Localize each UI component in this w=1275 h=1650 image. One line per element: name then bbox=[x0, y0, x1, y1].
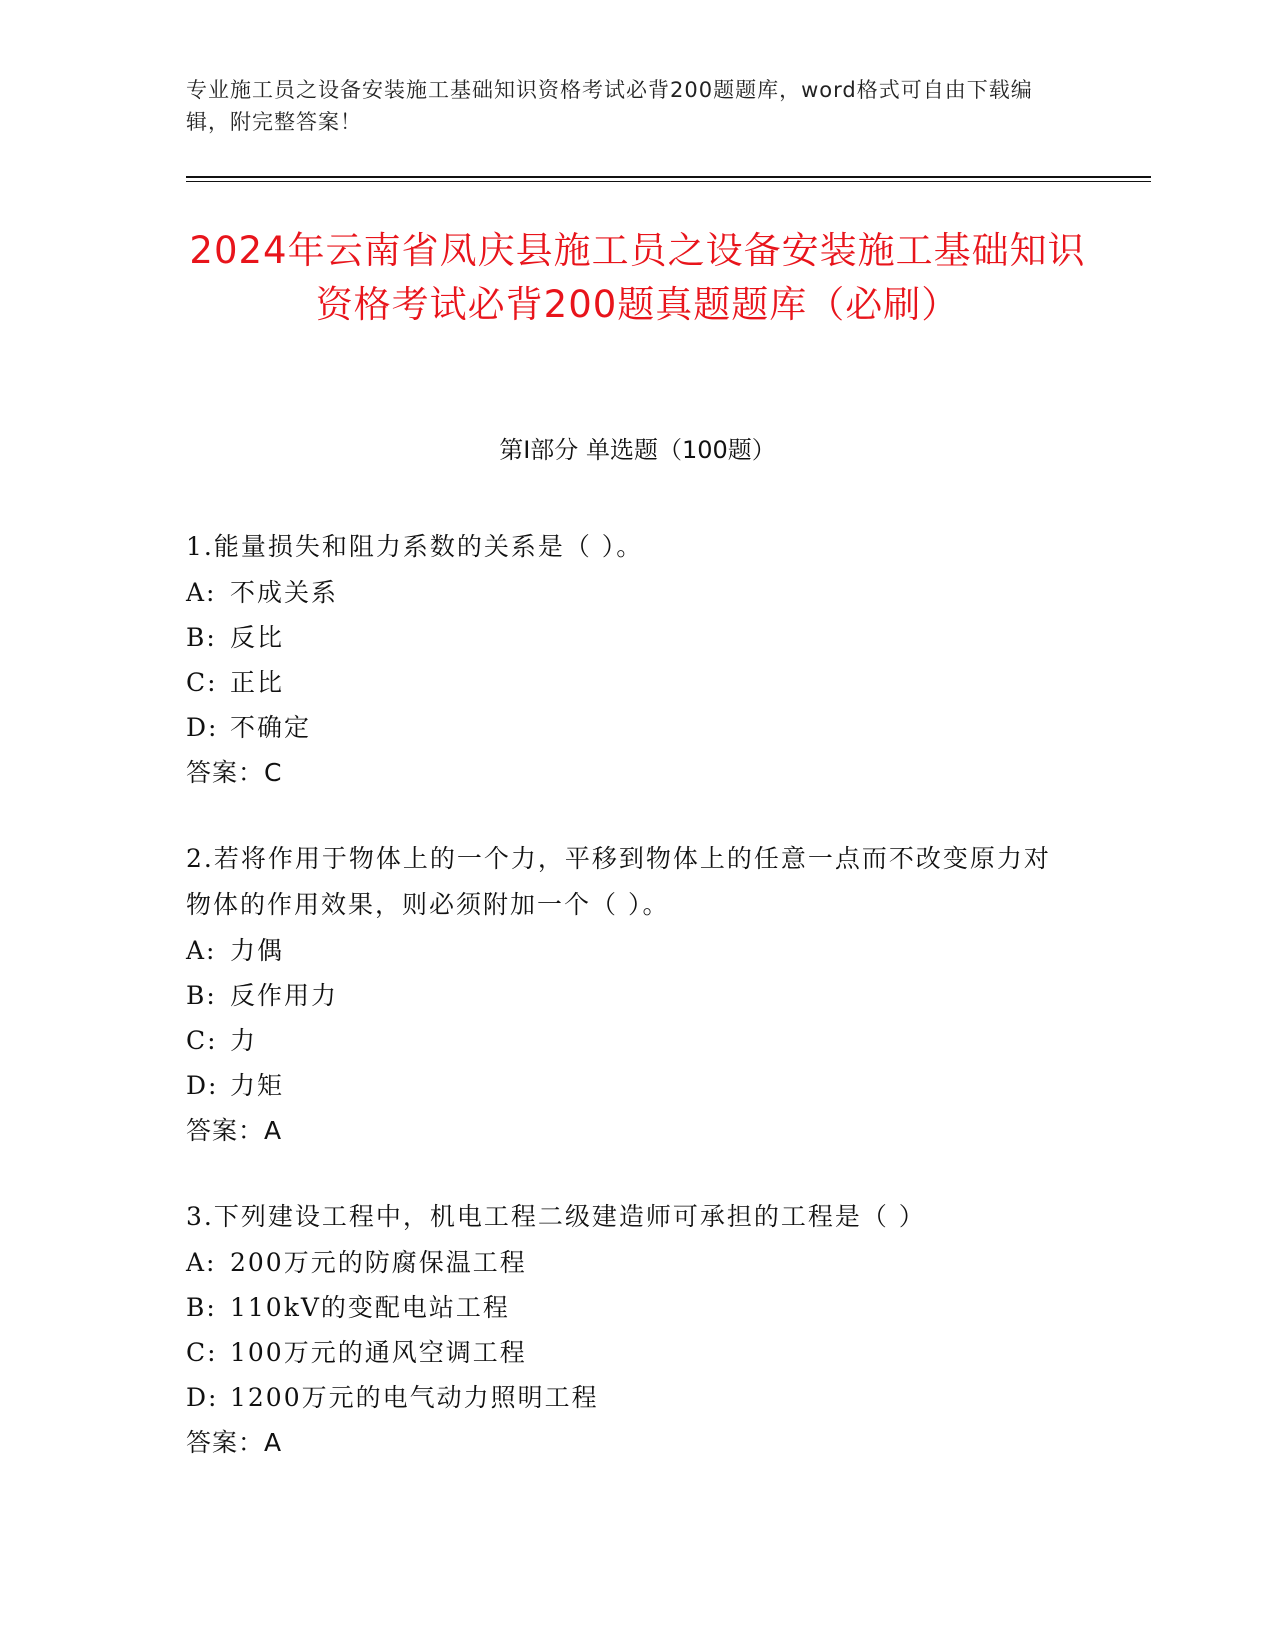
document-title: 2024年云南省凤庆县施工员之设备安装施工基础知识资格考试必背200题真题题库（必刷） bbox=[189, 229, 1086, 326]
option-letter: B: bbox=[186, 981, 217, 1010]
option-letter: D: bbox=[186, 1071, 219, 1100]
header-rule-thin bbox=[186, 181, 1151, 182]
option-letter: D: bbox=[186, 1383, 219, 1412]
option-text: 力 bbox=[230, 1026, 258, 1055]
question-3 bbox=[186, 1194, 1076, 1466]
option-c bbox=[186, 1018, 1076, 1063]
option-letter: B: bbox=[186, 1293, 217, 1322]
option-text: 110kV的变配电站工程 bbox=[230, 1293, 510, 1322]
question-stem: 1.能量损失和阻力系数的关系是（ ）。 bbox=[186, 532, 644, 561]
option-text: 正比 bbox=[230, 668, 285, 697]
option-text: 反比 bbox=[230, 623, 285, 652]
header-note: 专业施工员之设备安装施工基础知识资格考试必背200题题库，word格式可自由下载编辑，附完整答案！ bbox=[186, 78, 1033, 134]
question-2 bbox=[186, 836, 1076, 1154]
option-letter: D: bbox=[186, 713, 219, 742]
option-letter: C: bbox=[186, 1026, 218, 1055]
option-text: 不成关系 bbox=[230, 578, 339, 607]
option-letter: C: bbox=[186, 1338, 218, 1367]
option-text: 1200万元的电气动力照明工程 bbox=[230, 1383, 599, 1412]
option-text: 100万元的通风空调工程 bbox=[230, 1338, 527, 1367]
question-stem: 2.若将作用于物体上的一个力，平移到物体上的任意一点而不改变原力对物体的作用效果，则必须附加一个（ ）。 bbox=[186, 844, 1051, 919]
option-text: 反作用力 bbox=[230, 981, 339, 1010]
option-a bbox=[186, 1240, 1076, 1285]
question-1 bbox=[186, 524, 1076, 796]
answer-line: 答案：C bbox=[186, 758, 283, 787]
option-a bbox=[186, 570, 1076, 615]
answer-line: 答案：A bbox=[186, 1116, 283, 1145]
option-d bbox=[186, 1375, 1076, 1420]
option-b bbox=[186, 1285, 1076, 1330]
option-letter: A: bbox=[186, 578, 217, 607]
option-letter: A: bbox=[186, 936, 217, 965]
option-c bbox=[186, 660, 1076, 705]
option-letter: C: bbox=[186, 668, 218, 697]
option-text: 力矩 bbox=[230, 1071, 285, 1100]
option-d bbox=[186, 1063, 1076, 1108]
option-letter: A: bbox=[186, 1248, 217, 1277]
option-d bbox=[186, 705, 1076, 750]
option-a bbox=[186, 928, 1076, 973]
option-text: 200万元的防腐保温工程 bbox=[230, 1248, 527, 1277]
header-rule-thick bbox=[186, 176, 1151, 178]
question-list bbox=[186, 524, 1076, 1506]
option-text: 不确定 bbox=[230, 713, 312, 742]
section-title: 第Ⅰ部分 单选题（100题） bbox=[499, 436, 776, 464]
option-letter: B: bbox=[186, 623, 217, 652]
option-c bbox=[186, 1330, 1076, 1375]
option-b bbox=[186, 973, 1076, 1018]
option-b bbox=[186, 615, 1076, 660]
answer-line: 答案：A bbox=[186, 1428, 283, 1457]
option-text: 力偶 bbox=[230, 936, 285, 965]
question-stem: 3.下列建设工程中，机电工程二级建造师可承担的工程是（ ） bbox=[186, 1202, 926, 1231]
